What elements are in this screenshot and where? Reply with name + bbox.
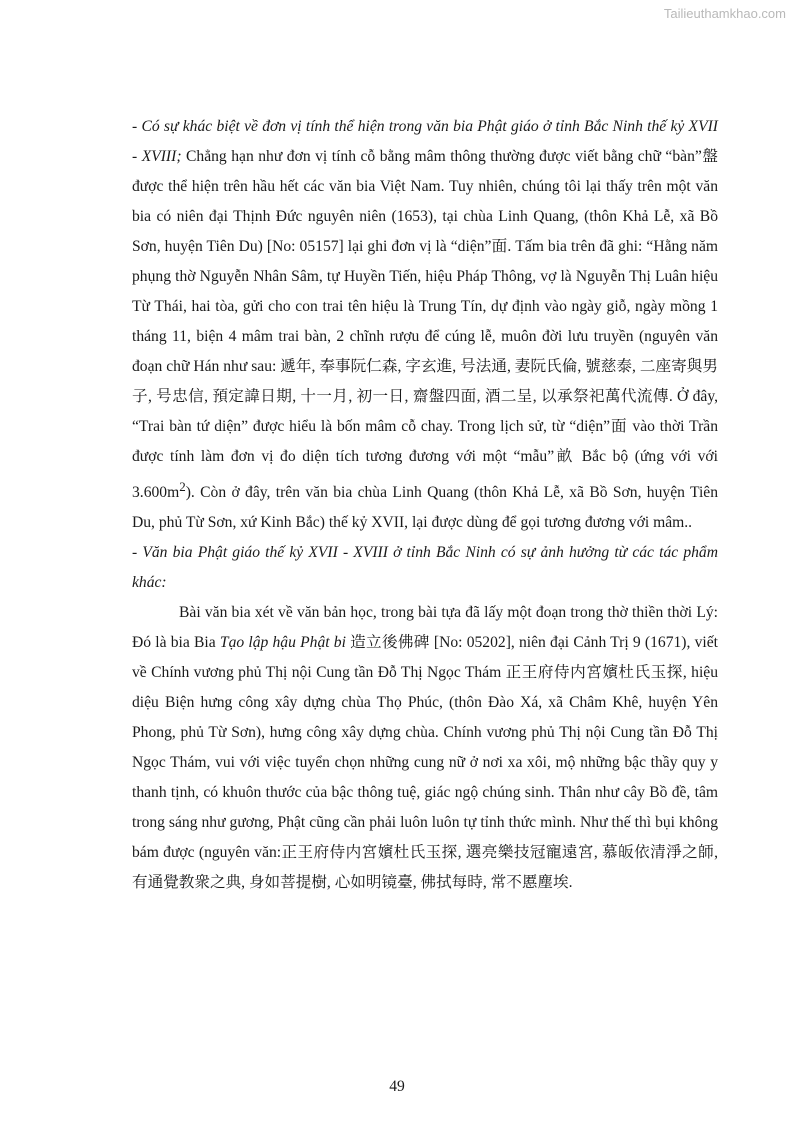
watermark: Tailieuthamkhao.com [663,6,786,21]
heading-unit-difference: - Có sự khác biệt về đơn vị tính thể hiện trong văn bia Phật giáo ở tỉnh Bắc Ninh thế kỷ XVII - XVIII; [132,118,718,165]
paragraph-stele-text [132,598,718,898]
stele-title: Tạo lập hậu Phật bi [219,634,346,652]
page-number: 49 [389,1078,405,1095]
superscript-2: 2 [179,479,186,494]
heading-influence: - Văn bia Phật giáo thế kỷ XVII - XVIII ở tỉnh Bắc Ninh có sự ảnh hưởng từ các tác phẩm khác: [132,544,718,592]
paragraph-unit-difference [132,112,718,538]
text-stele-b: 造立後佛碑 [No: 05202], niên đại Cảnh Trị 9 (1671), viết về Chính vương phủ Thị nội Cung tần Đỗ Thị Ngọc Thám 正王府侍内宮嬪杜氏玉探, hiệu diệu Biện hưng công xây dựng chùa Thọ Phúc, (thôn Đào Xá, xã Châm Khê, huyện Yên Phong, phủ Từ Sơn), hưng công xây dựng chùa. Chính vương phủ Thị nội Cung tần Đỗ Thị Ngọc Thám, vui với việc tuyển chọn những cung nữ ở nơi xa xôi, mộ những bậc thầy quy y thanh tịnh, có khuôn thước của bậc thông tuệ, giác ngộ chúng sinh. Thân như cây Bồ đề, tâm trong sáng như gương, Phật cũng cần phải luôn luôn tự tỉnh thức mình. Như thế thì bụi không bám được (nguyên văn:正王府侍内宮嬪杜氏玉探, 選亮樂技冠寵遠宮, 慕皈依清淨之師, 有通覺教衆之典, 身如菩提樹, 心如明镜臺, 佛拭每時, 常不慝塵埃. [132,634,718,892]
document-body [132,112,718,898]
text-stele-a: Bài văn bia xét về văn bản học, trong bài tựa đã lấy một đoạn trong thờ thiền thời Lý: Đó là bia Bia [132,604,718,652]
text-unit-difference-b: ). Còn ở đây, trên văn bia chùa Linh Quang (thôn Khả Lễ, xã Bồ Sơn, huyện Tiên Du, phủ Từ Sơn, xứ Kinh Bắc) thế kỷ XVII, lại được dùng để gọi tương đương với mâm.. [132,484,718,532]
text-unit-difference-a: Chẳng hạn như đơn vị tính cỗ bằng mâm thông thường được viết bằng chữ “bàn”盤 được thể hiện trên hầu hết các văn bia Việt Nam. Tuy nhiên, chúng tôi lại thấy trên một văn bia có niên đại Thịnh Đức nguyên niên (1653), tại chùa Linh Quang, (thôn Khả Lễ, xã Bồ Sơn, huyện Tiên Du) [No: 05157] lại ghi đơn vị là “diện”面. Tấm bia trên đã ghi: “Hằng năm phụng thờ Nguyễn Nhân Sâm, tự Huyền Tiến, hiệu Pháp Thông, vợ là Nguyễn Thị Luân hiệu Từ Thái, hai tòa, gửi cho con trai tên hiệu là Trung Tín, dự định vào ngày giỗ, ngày mồng 1 tháng 11, biện 4 mâm trai bàn, 2 chĩnh rượu để cúng lễ, muôn đời lưu truyền (nguyên văn đoạn chữ Hán như sau: 遞年, 奉事阮仁森, 字玄進, 号法通, 妻阮氏倫, 號慈泰, 二座寄與男子, 号忠信, 預定諱日期, 十一月, 初一日, 齋盤四面, 酒二呈, 以承祭祀萬代流傳. Ở đây, “Trai bàn tứ diện” được hiểu là bốn mâm cỗ chay. Trong lịch sử, từ “diện”面 vào thời Trần được tính làm đơn vị đo diện tích tương đương với một “mẫu”畝 Bắc bộ (ứng với với 3.600m [132,148,718,502]
